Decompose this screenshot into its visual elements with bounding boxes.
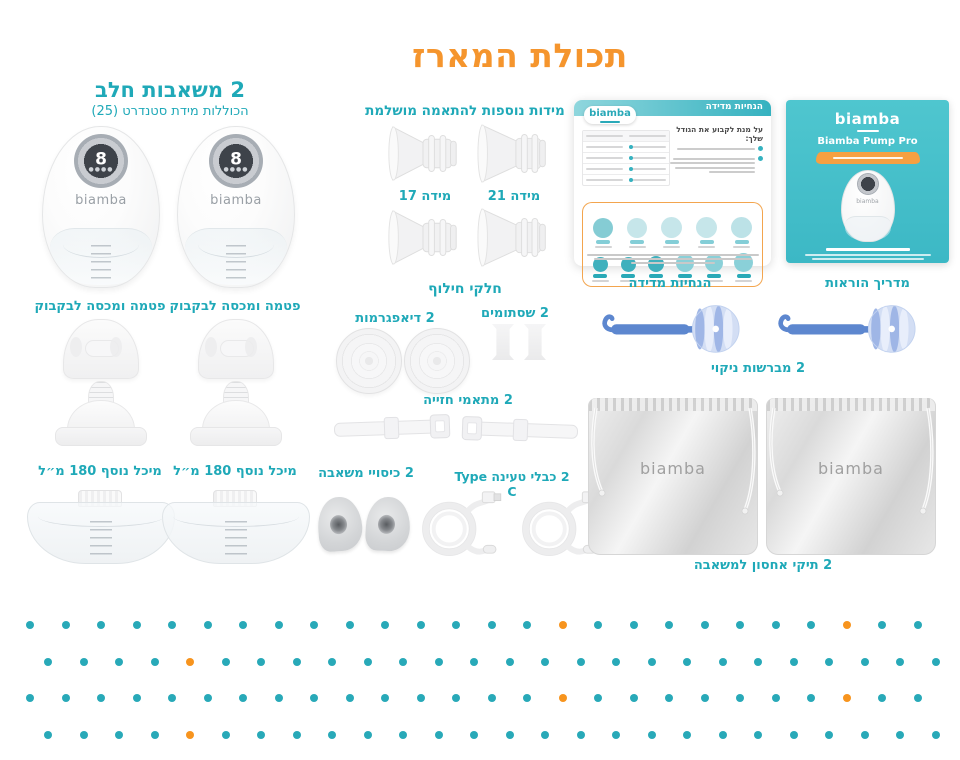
size-reference-table (582, 130, 670, 186)
teal-dot (896, 658, 904, 666)
orange-dot (559, 621, 567, 629)
teal-dot (364, 658, 372, 666)
flange-insert-17-b (386, 207, 460, 268)
teal-dot (754, 731, 762, 739)
teal-dot (683, 731, 691, 739)
teal-dot (399, 658, 407, 666)
valve-2 (524, 324, 546, 360)
measurement-guide-card (574, 100, 771, 266)
card-header-title: הנחיות מדידה (705, 102, 763, 112)
teal-dot (80, 658, 88, 666)
diaphragms-label: 2 דיאפגרמות (355, 311, 435, 326)
teal-dot (151, 658, 159, 666)
teal-dot (44, 731, 52, 739)
bullet-icon (758, 156, 763, 161)
brushes-label: 2 מברשות ניקוי (710, 361, 806, 376)
product-name: Biamba Pump Pro (817, 136, 918, 147)
pump-covers-label: 2 כיסויי משאבה (318, 466, 414, 481)
teal-dot (328, 731, 336, 739)
bags-label: 2 תיקי אחסון למשאבה (693, 558, 833, 573)
teal-dot (26, 694, 34, 702)
bottle-nipple-1 (55, 384, 145, 446)
teal-dot (399, 731, 407, 739)
teal-dot (204, 694, 212, 702)
biamba-logo: biamba (786, 100, 949, 132)
teal-dot (293, 658, 301, 666)
measurement-ticks (226, 245, 246, 279)
teal-dot (257, 731, 265, 739)
teal-dot (222, 731, 230, 739)
teal-dot (754, 658, 762, 666)
instruction-manual-card (786, 100, 949, 263)
teal-dot (470, 658, 478, 666)
teal-dot (807, 621, 815, 629)
strap-buckle (430, 414, 451, 439)
teal-dot (523, 621, 531, 629)
milk-pump-1 (42, 126, 160, 288)
container-label-1: מיכל נוסף 180 מ״ל (38, 464, 162, 479)
pump-brand-logo: biamba (856, 198, 879, 205)
teal-dot (328, 658, 336, 666)
size-circle (731, 217, 752, 238)
teal-dot (594, 694, 602, 702)
teal-dot (275, 621, 283, 629)
manual-label: מדריך הוראות (825, 276, 910, 291)
teal-dot (470, 731, 478, 739)
teal-dot (133, 694, 141, 702)
measurement-ticks (90, 521, 112, 555)
teal-dot (310, 621, 318, 629)
milk-pump-2 (177, 126, 295, 288)
teal-dot (736, 621, 744, 629)
teal-dot (26, 621, 34, 629)
measurement-ticks (225, 521, 247, 555)
teal-dot (932, 731, 940, 739)
pump-brand-logo: biamba (210, 193, 262, 208)
teal-dot (736, 694, 744, 702)
size-21-label: מידה 21 (487, 189, 541, 204)
teal-dot (612, 731, 620, 739)
size-circle (627, 218, 647, 238)
teal-dot (310, 694, 318, 702)
strap-buckle (462, 416, 483, 441)
teal-dot (257, 658, 265, 666)
orange-dot (186, 658, 194, 666)
bullet-icon (758, 146, 763, 151)
container-body (162, 502, 310, 564)
pump-display-value: 8 (230, 149, 242, 170)
teal-dot (612, 658, 620, 666)
pump-milk-container (50, 228, 152, 285)
pump-display (857, 173, 879, 195)
bag-brand-logo: biamba (818, 459, 884, 479)
teal-dot (452, 621, 460, 629)
teal-dot (97, 621, 105, 629)
teal-dot (577, 731, 585, 739)
teal-dot (701, 694, 709, 702)
teal-dot (790, 731, 798, 739)
bra-adapter-strap-2 (461, 411, 580, 449)
teal-dot (488, 621, 496, 629)
manual-footer-text (786, 248, 949, 260)
nipple-cap-label-1: פטמה ומכסה לבקבוק (34, 299, 166, 314)
nipple-base (55, 427, 147, 446)
teal-dot (772, 621, 780, 629)
extra-container-2 (162, 490, 308, 564)
nipple-base (190, 427, 282, 446)
teal-dot (665, 621, 673, 629)
teal-dot (133, 621, 141, 629)
teal-dot (381, 621, 389, 629)
page-title: תכולת המארז (412, 36, 628, 75)
teal-dot (44, 658, 52, 666)
size-pill (593, 274, 607, 278)
teal-dot (541, 731, 549, 739)
teal-dot (772, 694, 780, 702)
teal-dot (204, 621, 212, 629)
teal-dot (878, 621, 886, 629)
flange-insert-17-a (386, 123, 460, 184)
pump-cover-2 (365, 496, 412, 552)
instruction-heading: על מנת לקבוע את הגודל שלך: (676, 125, 763, 143)
spare-parts-title: חלקי חילוף (428, 281, 502, 297)
teal-dot (861, 731, 869, 739)
teal-dot (861, 658, 869, 666)
teal-dot (701, 621, 709, 629)
teal-dot (222, 658, 230, 666)
pump-brand-logo: biamba (75, 193, 127, 208)
bottle-cap-1 (63, 319, 139, 379)
teal-dot (914, 621, 922, 629)
teal-dot (239, 694, 247, 702)
pump-display-dots: ●●●● (88, 166, 114, 173)
teal-dot (346, 694, 354, 702)
cleaning-brush-1 (600, 299, 740, 357)
teal-dot (168, 621, 176, 629)
teal-dot (648, 731, 656, 739)
teal-dot (594, 621, 602, 629)
biamba-logo-pill: biamba (584, 106, 636, 124)
extra-container-1 (27, 490, 173, 564)
instruction-bullet (667, 155, 763, 176)
strap-adjuster (384, 417, 400, 440)
teal-dot (275, 694, 283, 702)
size-circle (696, 217, 717, 238)
teal-dot (115, 731, 123, 739)
strap-adjuster (513, 419, 529, 442)
teal-dot (488, 694, 496, 702)
pumps-subtitle: הכוללות מידת סטנדרט (25) (91, 104, 249, 119)
pump-milk-container (185, 228, 287, 285)
teal-dot (80, 731, 88, 739)
bottle-nipple-2 (190, 384, 280, 446)
manual-pump-illustration (841, 170, 895, 242)
teal-dot (523, 694, 531, 702)
orange-dot (559, 694, 567, 702)
size-17-label: מידה 17 (398, 189, 452, 204)
valves-label: 2 שסתומים (481, 306, 549, 321)
ribbon-banner (816, 152, 920, 164)
teal-dot (435, 731, 443, 739)
teal-dot (825, 658, 833, 666)
valve-1 (492, 324, 514, 360)
measure-instructions (667, 125, 763, 179)
size-circle (661, 217, 682, 238)
teal-dot (364, 731, 372, 739)
pumps-title: 2 משאבות חלב (95, 78, 245, 102)
orange-dot (186, 731, 194, 739)
teal-dot (293, 731, 301, 739)
container-body (27, 502, 175, 564)
orange-dot (843, 694, 851, 702)
size-pill (737, 274, 751, 278)
pump-display (209, 134, 263, 188)
teal-dot (435, 658, 443, 666)
nipple-cap-label-2: פטמה ומכסה לבקבוק (169, 299, 301, 314)
pump-display-value: 8 (95, 149, 107, 170)
pump-display-dots: ●●●● (223, 166, 249, 173)
teal-dot (97, 694, 105, 702)
storage-bag-2 (766, 390, 936, 555)
teal-dot (381, 694, 389, 702)
teal-dot (506, 731, 514, 739)
measure-card-note (577, 252, 768, 266)
flange-insert-21-a (477, 123, 551, 184)
teal-dot (506, 658, 514, 666)
bag-brand-logo: biamba (640, 459, 706, 479)
measure-guide-label: הנחיות מדידה (628, 276, 712, 291)
sizes-title: מידות נוספות להתאמה מושלמת (365, 103, 565, 119)
teal-dot (452, 694, 460, 702)
teal-dot (648, 658, 656, 666)
charging-cables-label: 2 כבלי טעינה Type C (454, 469, 570, 499)
teal-dot (630, 621, 638, 629)
orange-dot (843, 621, 851, 629)
teal-dot (115, 658, 123, 666)
teal-dot (417, 694, 425, 702)
teal-dot (346, 621, 354, 629)
teal-dot (914, 694, 922, 702)
teal-dot (896, 731, 904, 739)
diaphragm-1 (336, 328, 402, 394)
teal-dot (577, 658, 585, 666)
storage-bag-1 (588, 390, 758, 555)
pump-body (42, 126, 160, 288)
teal-dot (790, 658, 798, 666)
bottle-cap-2 (198, 319, 274, 379)
teal-dot (62, 621, 70, 629)
teal-dot (719, 658, 727, 666)
cleaning-brush-2 (776, 299, 916, 357)
diaphragm-2 (404, 328, 470, 394)
teal-dot (665, 694, 673, 702)
pump-cover-1 (316, 496, 364, 553)
bra-adapter-strap-1 (331, 409, 450, 447)
teal-dot (719, 731, 727, 739)
usb-c-cable-1 (414, 488, 502, 560)
teal-dot (168, 694, 176, 702)
teal-dot (417, 621, 425, 629)
teal-dot (151, 731, 159, 739)
container-label-2: מיכל נוסף 180 מ״ל (173, 464, 297, 479)
instruction-bullet (667, 145, 763, 152)
teal-dot (878, 694, 886, 702)
teal-dot (825, 731, 833, 739)
teal-dot (239, 621, 247, 629)
teal-dot (807, 694, 815, 702)
teal-dot (932, 658, 940, 666)
teal-dot (683, 658, 691, 666)
teal-dot (62, 694, 70, 702)
size-circle (593, 218, 613, 238)
measurement-ticks (91, 245, 111, 279)
teal-dot (541, 658, 549, 666)
flange-insert-21-b (477, 207, 551, 268)
pump-body (177, 126, 295, 288)
teal-dot (630, 694, 638, 702)
bra-adapters-label: 2 מתאמי חזייה (423, 393, 513, 408)
pump-display (74, 134, 128, 188)
